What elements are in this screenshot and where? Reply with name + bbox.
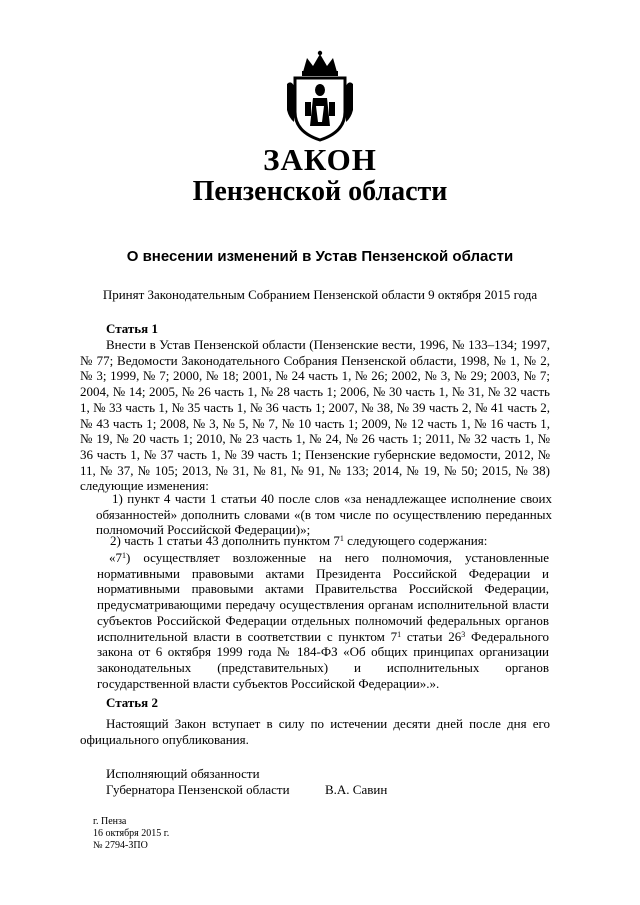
article-1-item-1: 1) пункт 4 части 1 статьи 40 после слов «за ненадлежащее исполнение своих обязанностей» дополнить словами «(в том числе по осуществлению переданных полномочий Российской Федерации)»; [96,491,552,538]
footer-number: № 2794-ЗПО [93,840,148,851]
law-title: ЗАКОН [263,142,377,177]
adoption-line: Принят Законодательным Собранием Пензенской области 9 октября 2015 года [102,287,538,302]
region-title: Пензенской области [192,176,448,207]
signatory-position-line-1: Исполняющий обязанности [106,766,260,781]
article-2-text: Настоящий Закон вступает в силу по истечении десяти дней после дня его официального опубликования. [80,716,550,747]
law-subtitle: О внесении изменений в Устав Пензенской области [126,248,514,265]
article-1-heading: Статья 1 [106,321,158,336]
signatory-name: В.А. Савин [325,782,388,797]
article-1-text: Внести в Устав Пензенской области (Пензенские вести, 1996, № 133–134; 1997, № 77; Ведомости Законодательного Собрания Пензенской области, 1998, № 1, № 2, № 3; 1999, № 7; 2000, № 18; 2001, № 24 часть 1, № 26; 2002, № 3, № 29; 2003, № 7; 2004, № 14; 2005, № 26 часть 1, № 28 часть 1; 2006, № 30 часть 1, № 31, № 32 часть 1, № 33 часть 1, № 35 часть 1, № 36 часть 1; 2007, № 38, № 39 часть 2, № 41 часть 2, № 43 часть 1; 2008, № 3, № 5, № 7, № 10 часть 1; 2009, № 12 часть 1, № 16 часть 1, № 19, № 20 часть 1; 2010, № 23 часть 1, № 24, № 26 часть 1; 2011, № 32 часть 1, № 36 часть 1, № 37 часть 1, № 39 часть 1; Пензенские губернские ведомости, 2012, № 11, № 37, № 105; 2013, № 31, № 81, № 91, № 133; 2014, № 19, № 50; 2015, № 38) следующие изменения: [80,337,550,494]
signatory-position-line-2: Губернатора Пензенской области [106,782,290,797]
article-2-heading: Статья 2 [106,695,158,710]
penza-coat-of-arms-icon [283,50,357,142]
article-1-item-2: 2) часть 1 статьи 43 дополнить пунктом $7^1$ следующего содержания: [110,533,488,548]
article-1-quoted-point: «$7^1$) осуществляет возложенные на него полномочия, установленные нормативными правовыми актами Президента Российской Федерации и нормативными правовыми актами Правительства Российской Федерации, предусматривающими передачу осуществления органам исполнительной власти субъектов Российской Федерации отдельных полномочий федеральных органов исполнительной власти в соответствии с пунктом $7^1$ статьи $26^3$ Федерального закона от 6 октября 1999 года № 184-ФЗ «Об общих принципах организации законодательных (представительных) и исполнительных органов государственной власти субъектов Российской Федерации».». [97,550,549,691]
footer-city: г. Пенза [93,816,127,827]
footer-date: 16 октября 2015 г. [93,828,170,839]
